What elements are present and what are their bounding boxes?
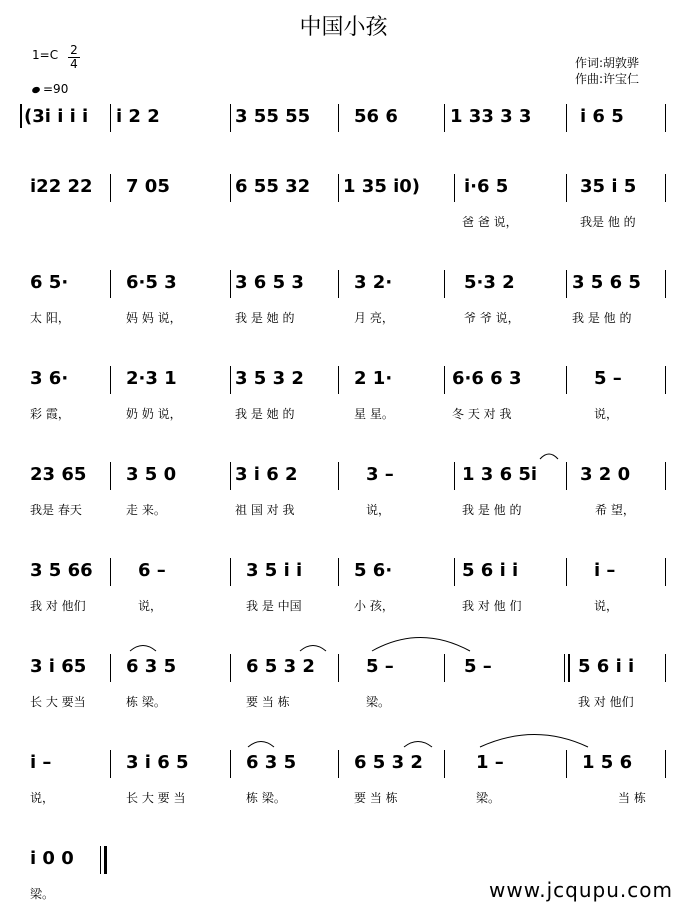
- measure: 5 –: [594, 368, 622, 389]
- measure: 3 55 55: [235, 106, 311, 127]
- measure: i22 22: [30, 176, 93, 197]
- composer-credit: 作曲:许宝仁: [575, 72, 640, 86]
- measure: 6 5 3 2: [354, 752, 423, 773]
- lyric: 我 是 她 的: [235, 407, 295, 421]
- measure: 6 5·: [30, 272, 69, 293]
- measure: 23 65: [30, 464, 87, 485]
- lyric: 梁。: [30, 887, 55, 901]
- measure: 3 5 66: [30, 560, 93, 581]
- slur: [404, 742, 432, 748]
- lyric: 说，: [594, 599, 619, 613]
- measure: 3 –: [366, 464, 394, 485]
- lyric: 爸 爸 说，: [462, 215, 518, 229]
- measure: i·6 5: [464, 176, 509, 197]
- lyric: 我 是 她 的: [235, 311, 295, 325]
- lyric: 要 当 栋: [246, 695, 290, 709]
- measure: 5 –: [366, 656, 394, 677]
- slur: [130, 646, 156, 652]
- measure: 3 i 65: [30, 656, 87, 677]
- tempo-value: =90: [43, 82, 69, 96]
- measure: 5 6 i i: [462, 560, 519, 581]
- measure: i –: [30, 752, 52, 773]
- lyric: 我 是 他 的: [572, 311, 632, 325]
- site-watermark: www.jcqupu.com: [489, 878, 673, 902]
- lyric: 梁。: [366, 695, 391, 709]
- lyric: 栋 梁。: [126, 695, 166, 709]
- lyric: 说，: [138, 599, 163, 613]
- measure: 3 5 6 5: [572, 272, 641, 293]
- lyric: 说，: [594, 407, 619, 421]
- measure: 1 35 i0): [343, 176, 421, 197]
- lyric: 栋 梁。: [246, 791, 286, 805]
- measure: 1 –: [476, 752, 504, 773]
- measure: 3 2 0: [580, 464, 631, 485]
- lyric: 长 大 要 当: [126, 791, 186, 805]
- lyric: 要 当 栋: [354, 791, 398, 805]
- lyric: 希 望，: [595, 503, 635, 517]
- measure: 6 –: [138, 560, 166, 581]
- tie: [372, 638, 470, 652]
- song-title: 中国小孩: [299, 15, 388, 40]
- measure: 1 33 3 3: [450, 106, 532, 127]
- measure: 35 i 5: [580, 176, 637, 197]
- lyric: 长 大 要当: [30, 695, 86, 709]
- lyric: 走 来。: [126, 503, 166, 517]
- measure: 2·3 1: [126, 368, 177, 389]
- lyric: 当 栋: [618, 791, 646, 805]
- lyric: 妈 妈 说，: [126, 311, 182, 325]
- time-signature-bottom: 4: [70, 57, 78, 71]
- measure: i 6 5: [580, 106, 624, 127]
- measure: 3 i 6 5: [126, 752, 189, 773]
- measure: 5·3 2: [464, 272, 515, 293]
- measure: 6 55 32: [235, 176, 311, 197]
- measure: 3 5 i i: [246, 560, 303, 581]
- measure: (3i i i i: [24, 106, 89, 127]
- measure: i 0 0: [30, 848, 74, 869]
- measure: 3 5 0: [126, 464, 177, 485]
- lyric: 说，: [30, 791, 55, 805]
- measure: i 2 2: [116, 106, 160, 127]
- measure: 3 i 6 2: [235, 464, 298, 485]
- tie: [480, 735, 588, 748]
- measure: 6 3 5: [246, 752, 297, 773]
- lyric: 小 孩，: [354, 599, 394, 613]
- lyric: 冬 天 对 我: [452, 407, 512, 421]
- lyric: 星 星。: [354, 407, 394, 421]
- measure: 6 5 3 2: [246, 656, 315, 677]
- measure: 7 05: [126, 176, 170, 197]
- measure: 6·5 3: [126, 272, 177, 293]
- measure: 6 3 5: [126, 656, 177, 677]
- lyric: 我 对 他们: [30, 599, 86, 613]
- lyric: 我是 春天: [30, 503, 82, 517]
- measure: i –: [594, 560, 616, 581]
- time-signature-top: 2: [70, 43, 78, 57]
- lyric: 我 对 他们: [578, 695, 634, 709]
- lyric: 太 阳，: [30, 311, 70, 325]
- lyric: 说，: [366, 503, 391, 517]
- measure: 3 6·: [30, 368, 69, 389]
- measure: 5 6·: [354, 560, 393, 581]
- key-signature: 1=C: [32, 48, 59, 62]
- lyric: 我 对 他 们: [462, 599, 522, 613]
- measure: 3 6 5 3: [235, 272, 304, 293]
- slur: [248, 742, 274, 748]
- lyric: 爷 爷 说，: [464, 311, 520, 325]
- measure: 5 –: [464, 656, 492, 677]
- measure: 1 3 6 5i: [462, 464, 538, 485]
- lyric: 我 是 中国: [246, 599, 302, 613]
- lyric: 我 是 他 的: [462, 503, 522, 517]
- lyric: 月 亮，: [354, 311, 394, 325]
- lyricist-credit: 作词:胡敦骅: [575, 56, 640, 70]
- measure: 1 5 6: [582, 752, 633, 773]
- measure: 3 5 3 2: [235, 368, 304, 389]
- lyric: 我是 他 的: [580, 215, 636, 229]
- measure: 5 6 i i: [578, 656, 635, 677]
- slur: [300, 646, 326, 652]
- measure: 3 2·: [354, 272, 393, 293]
- measure: 6·6 6 3: [452, 368, 522, 389]
- lyric: 祖 国 对 我: [235, 503, 295, 517]
- lyric: 彩 霞，: [30, 407, 70, 421]
- measure: 2 1·: [354, 368, 393, 389]
- lyric: 奶 奶 说，: [126, 407, 182, 421]
- lyric: 梁。: [476, 791, 501, 805]
- measure: 56 6: [354, 106, 398, 127]
- slur: [540, 454, 558, 459]
